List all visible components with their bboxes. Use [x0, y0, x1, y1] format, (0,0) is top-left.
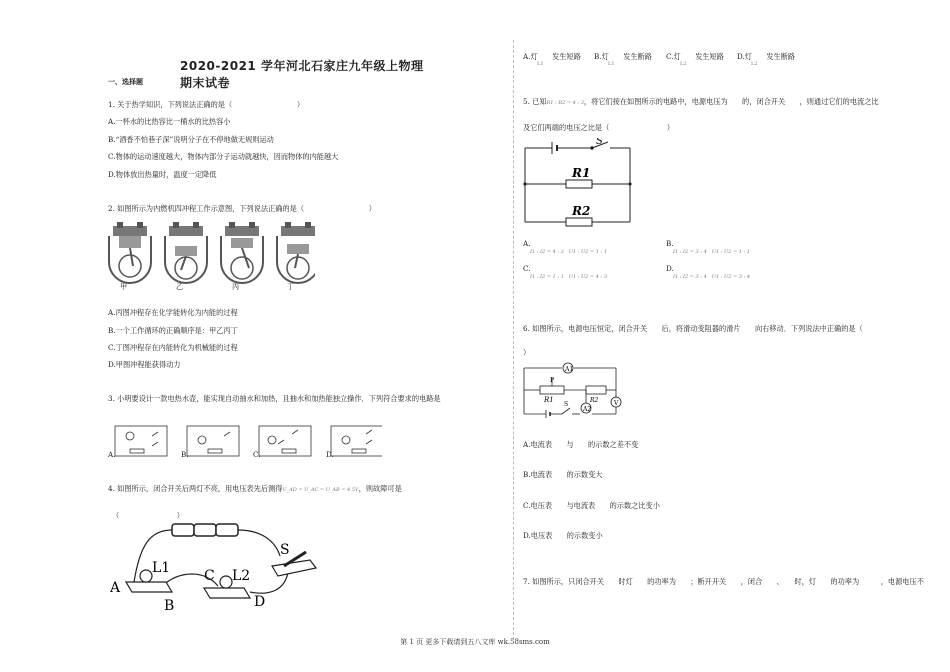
q6-label-r1: R1: [544, 396, 554, 404]
question-6-option-d: D.电压表 的示数变小: [523, 531, 603, 540]
engine-label-jia: 甲: [120, 282, 128, 291]
q4-label-l2: L2: [232, 568, 251, 584]
question-2-option-d: D.甲图冲程能获得动力: [108, 360, 181, 369]
question-4-option-a-sub: L1: [537, 61, 544, 67]
question-4-option-a: A.灯 发生短路: [523, 52, 581, 61]
question-4-stem-b: ，则故障可是: [358, 484, 402, 493]
engine-ding: [277, 222, 315, 283]
question-4-option-b: B.灯 发生断路: [594, 52, 652, 61]
question-3-option-b: B.: [181, 450, 189, 459]
question-1-option-d: D.物体放出热量时，温度一定降低: [108, 170, 217, 179]
question-1-option-b: B.“酒香不怕巷子深”说明分子在不停地做无规则运动: [108, 135, 274, 144]
question-3-option-d: D.: [326, 450, 334, 459]
question-5-option-c-label: C.: [523, 264, 531, 273]
engine-bing: [221, 222, 263, 283]
question-1-stem: 1. 关于热学知识，下列说法正确的是（ ）: [108, 100, 305, 109]
question-6-stem: 6. 如图所示，电源电压恒定，闭合开关 后，将滑动变阻器的滑片 向右移动．下列说法中正确的是（: [523, 324, 863, 333]
q6-label-a1: A1: [565, 366, 574, 373]
q4-label-c: C: [204, 568, 215, 584]
question-2-stem: 2. 如图所示为内燃机四冲程工作示意图，下列说法正确的是（ ）: [108, 204, 376, 213]
question-6-option-c: C.电压表 与电流表 的示数之比变小: [523, 501, 660, 510]
question-6-option-a: A.电流表 与 的示数之差不变: [523, 440, 639, 449]
question-4-paren: （ ）: [112, 511, 184, 520]
question-6-option-b: B.电流表 的示数变大: [523, 470, 603, 479]
q4-label-d: D: [254, 594, 266, 610]
q6-label-s: S: [564, 401, 569, 408]
question-5-option-d: I1 : I2 = 3 : 4 U1 : U2 = 3 : 4: [673, 274, 751, 280]
engine-label-yi: 乙: [176, 282, 184, 291]
question-2-option-a: A.丙图冲程存在化学能转化为内能的过程: [108, 308, 238, 317]
page-title: 2020-2021 学年河北石家庄九年级上物理期末试卷: [180, 59, 424, 90]
question-2-option-b: B.一个工作循环的正确顺序是：甲乙丙丁: [108, 326, 238, 335]
page-divider: [513, 40, 514, 640]
engine-jia: [109, 222, 151, 283]
question-3-option-c: C.: [253, 450, 261, 459]
question-5-option-b-label: B.: [666, 239, 674, 248]
question-6-stem-b: ）: [523, 348, 531, 357]
question-5-stem-a: 5. 已知: [523, 97, 547, 106]
question-6-circuit-figure: [520, 358, 635, 420]
question-3-stem: 3. 小明要设计一款电热水壶，能实现自动抽水和加热，且抽水和加热能独立操作．下列符合要求的电路是: [108, 394, 441, 403]
question-4-option-b-sub: L1: [608, 61, 615, 67]
q4-label-b: B: [164, 598, 175, 612]
q6-label-p: P: [550, 377, 555, 384]
question-2-option-c: C.丁图冲程存在内能转化为机械能的过程: [108, 343, 238, 352]
question-4-option-c-sub: L2: [680, 61, 687, 67]
q5-label-r1: R1: [572, 166, 591, 180]
q6-label-a2: A2: [583, 406, 592, 413]
question-4-stem: [108, 485, 402, 494]
question-5-option-c: I1 : I2 = 1 : 1 U1 : U2 = 4 : 3: [530, 274, 608, 280]
q6-label-r2: R2: [590, 397, 599, 404]
question-5-stem: [523, 98, 879, 107]
engine-label-bing: 丙: [232, 282, 240, 291]
question-4-option-d: D.灯 发生断路: [737, 52, 796, 61]
question-5-circuit-figure: [520, 138, 635, 230]
engine-strokes-figure: [105, 218, 315, 296]
page-footer: 第 1 页 更多下载请到五八文库 wk.58sms.com: [400, 638, 550, 646]
section-heading: 一、选择题: [108, 78, 143, 86]
question-5-option-d-label: D.: [666, 264, 674, 273]
question-1-option-c: C.物体的运动速度越大，物体内部分子运动就越快，因而物体的内能越大: [108, 152, 339, 161]
switch-base: [272, 552, 316, 576]
q4-label-a: A: [110, 580, 121, 596]
question-4-formula: U_AD = U_AC = U_AB = 4.5V: [282, 487, 359, 493]
q5-label-s: S: [596, 138, 603, 147]
battery-pack: [172, 524, 238, 536]
q4-label-l1: L1: [152, 560, 171, 576]
question-4-option-d-sub: L2: [751, 61, 758, 67]
question-5-option-a-label: A.: [523, 239, 531, 248]
question-4-stem-a: 4. 如图所示，闭合开关后两灯不亮，用电压表先后测得: [108, 484, 283, 493]
question-5-stem-b: ，将它们接在如图所示的电路中，电源电压为 的，闭合开关 ，则通过它们的电流之比: [583, 97, 879, 106]
question-3-option-a: A.: [108, 450, 116, 459]
q6-label-v: V: [614, 400, 619, 407]
question-7-stem: 7. 如图所示，只闭合开关 时灯 的功率为 ；断开开关 ，闭合 、 时，灯 的功率为 ，电源电压不: [523, 577, 924, 586]
question-4-option-c: C.灯 发生短路: [666, 52, 724, 61]
question-3-circuits-figure: [112, 422, 382, 460]
question-5-ratio: R1 : R2 = 4 : 3: [546, 100, 584, 106]
question-4-circuit-figure: [110, 520, 330, 612]
question-5-option-b: I1 : I2 = 3 : 4 U1 : U2 = 1 : 1: [673, 249, 751, 255]
question-5-option-a: I1 : I2 = 4 : 3 U1 : U2 = 1 : 1: [530, 249, 608, 255]
question-1-option-a: A.一杯水的比热容比一桶水的比热容小: [108, 117, 231, 126]
engine-yi: [165, 222, 207, 283]
q5-label-r2: R2: [572, 204, 591, 218]
question-5-stem-c: 及它们两端的电压之比是（ ）: [523, 123, 674, 132]
engine-label-ding: 丁: [287, 282, 295, 291]
q4-label-s: S: [280, 542, 290, 558]
